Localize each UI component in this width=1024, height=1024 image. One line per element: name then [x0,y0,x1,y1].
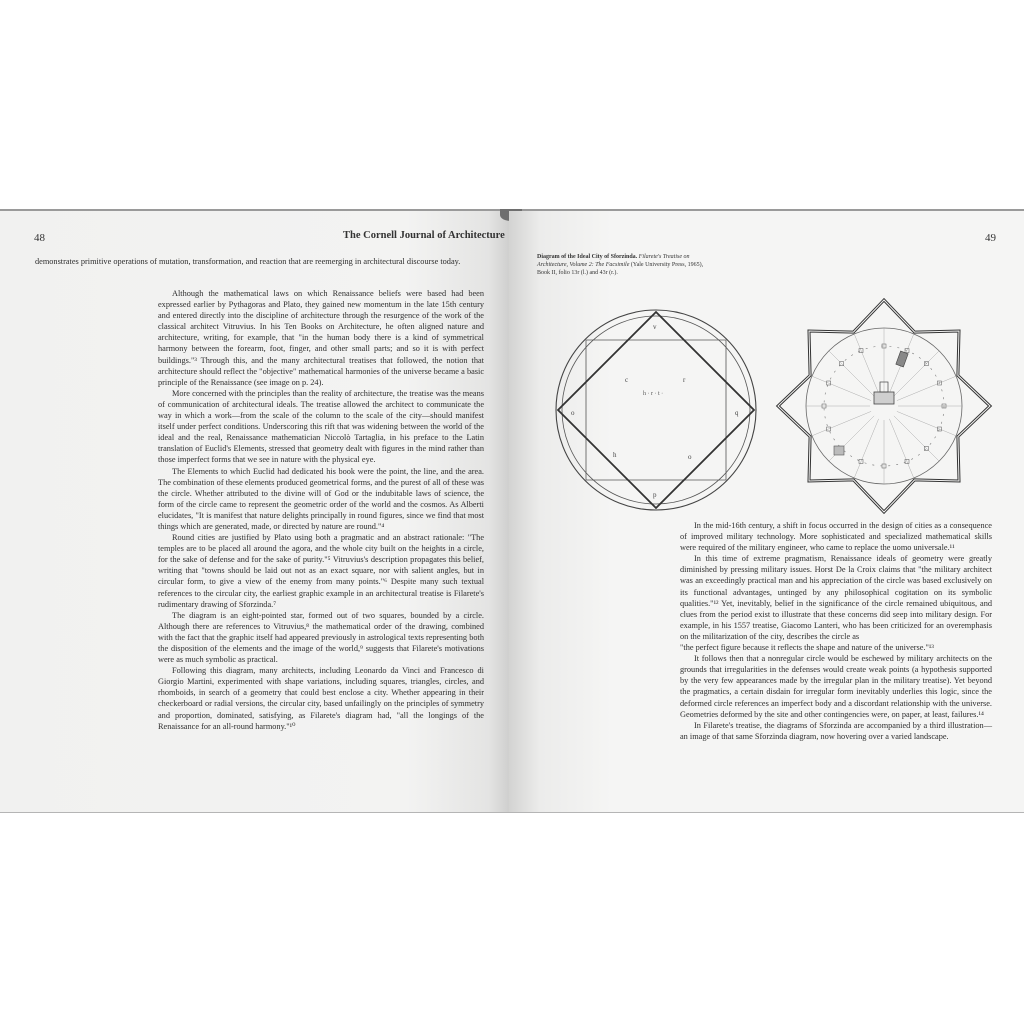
radial-street [894,416,939,461]
paragraph: demonstrates primitive operations of mutation, transformation, and reaction that are reemerging in architectural discourse today. [35,257,461,266]
radial-streets [806,328,962,484]
marker-label: o [688,453,692,461]
inner-circle [562,316,750,504]
paragraph: In the mid-16th century, a shift in focus occurred in the design of cities as a consequence of improved military technology. More sophisticated and specialized mathematical skills were required of the military engineer, who came to replace the uomo universale.¹¹ [680,521,992,553]
paragraph: Round cities are justified by Plato using both a pragmatic and an abstract rationale: "The temples are to be placed all around the agora, and the whole city built on the heights in a circle, for the sake of defense and for the sake of purity."⁵ Vitruvius's description propagates this belief, writing that "towns should be laid out not as an exact square, nor with salient angles, but in circular form, to give a view of the enemy from many points."⁶ Despite many such textual references to the circular city, the earliest graphic example in an architectural treatise is Filarete's rudimentary drawing of Sforzinda.⁷ [158,533,484,609]
spread-bottom-edge [0,812,1024,813]
rotated-square [558,312,754,508]
radial-street [812,411,871,435]
paragraph: "the perfect figure because it reflects the shape and nature of the universe."¹³ [680,643,934,653]
caption-title: Diagram of the Ideal City of Sforzinda. [537,254,638,260]
marker-label: v [653,323,657,331]
paragraph: In Filarete's treatise, the diagrams of Sforzinda are accompanied by a third illustration—an image of that same Sforzinda diagram, now hovering over a varied landscape. [680,720,992,741]
marker-label: h [613,451,617,459]
central-piazza [874,392,894,404]
radial-street [897,411,956,435]
paragraph: Although the mathematical laws on which Renaissance beliefs were based had been expressed earlier by Pythagoras and Plato, they gained new momentum in the late 15th century and entered directly into the discipline of architecture through the resurgence of the work of the classical architect Vitruvius. In his Ten Books on Architecture, he often aligned nature and architecture, writing, for example, that "in the human body there is a kind of symmetrical harmony between the forearm, foot, finger, and other small parts; and so it is with perfect buildings."³ Through this, and the many architectural treatises that followed, the notion that architecture should reflect the "objective" mathematical harmonies of the universe became a basic principle of the Renaissance (see image on p. 24). [158,289,484,387]
radial-street [829,351,874,396]
intro-paragraph [35,256,475,267]
palace-block [896,351,908,367]
marker-label: c [625,376,629,384]
right-page [509,211,1024,812]
sforzinda-diagram-star [553,307,759,513]
paragraph: Following this diagram, many architects, including Leonardo da Vinci and Francesco di Giorgio Martini, experimented with shape variations, including squares, triangles, circles, and rhomboids, in search of a geometry that could best enclose a city. Whether appearing in their checkerboard or radial versions, the circular city, based unfailingly on the principles of symmetry and proportion, dominated, satisfying, as Filarete's diagram had, "all the longings of the Renaissance for an all-round harmony."¹⁰ [158,666,484,731]
figure-caption [537,253,709,278]
diagram-center-text: h · r · t · [643,391,664,397]
book-spread [0,209,1024,813]
left-page [0,211,509,812]
body-text [158,288,484,732]
caption-details: (Yale University Press, 1965), Book II, folio 13r (l.) and 43r (r.). [537,262,704,277]
sforzinda-diagram-plan [774,296,994,516]
paragraph: The Elements to which Euclid had dedicated his book were the point, the line, and the area. The combination of these elements produced geometrical forms, and the purest of all of these was the circle. Whether attributed to the divine will of God or the indubitable laws of science, the form of the circle came to represent the geometric order of the world and the cosmos. As Alberti elucidates, "It is manifest that nature delights principally in round figures, since we find that most things which are generated, made, or directed by nature are round."⁴ [158,466,484,531]
radial-street [889,419,913,478]
radial-street [854,334,878,393]
marker-label: p [653,491,657,499]
radial-street [854,419,878,478]
marker-label: r [683,376,686,384]
paragraph: It follows then that a nonregular circle would be eschewed by military architects on the grounds that irregularities in the defenses would create weak points (a hypothesis supported by the very few appearances made by the irregular plan in the military treatise). Yet beyond the pragmatics, a certain disdain for irregular form inevitably underlies this logic, since the deformed circle references an imperfect body and a discordant relationship with the universe. Geometries deformed by the site and other contingencies were, on paper, at least, failures.¹⁴ [680,654,992,719]
running-head: The Cornell Journal of Architecture [343,230,505,241]
page-number: 49 [985,232,996,244]
caption-source: Filarete's Treatise on Architecture, Volume 2: The Facsimile [537,254,690,269]
marker-label: o [571,409,575,417]
radial-street [812,376,871,400]
page-number: 48 [34,232,45,244]
marker-label: q [735,409,739,417]
body-text [680,520,992,742]
paragraph: In this time of extreme pragmatism, Renaissance ideals of geometry were greatly diminished by pressing military issues. Horst De la Croix claims that "the military architect was an exceedingly practical man and his appreciation of the circle was based exclusively on its functional advantages, untinged by any philosophical cogitation on its symbolic qualities."¹² Yet, inevitably, belief in the significance of the circle remained ubiquitous, and clues from the period exist to illustrate that these concerns did seep into military design. For example, in his 1557 treatise, Giacomo Lanteri, who has been criticized for an overemphasis on the militarization of the city, describes the circle as [680,554,992,641]
radial-street [897,376,956,400]
hatched-building [834,446,844,455]
paragraph: More concerned with the principles than the reality of architecture, the treatise was the means of communication of architectural ideals. The treatise allowed the architect to communicate the way in which a work—from the scale of the column to the scale of the city—should manifest itself under perfect conditions. Underscoring this rift that was widening between the world of the ideal and the real, Renaissance mathematician Niccolò Tartaglia, in his preface to the Latin translation of Euclid's Elements, stressed that geometry dealt with figures in the mind rather than those imperfect forms that we see in nature with the physical eye. [158,388,484,465]
paragraph: The diagram is an eight-pointed star, formed out of two squares, bounded by a circle. Although there are references to Vitruvius,⁸ the mathematical order of the drawing, combined with the fact that the graphic itself had appeared previously in astrological texts representing both the disposition of the elements and the image of the world,⁹ suggests that Filarete's motivations were as much symbolic as practical. [158,610,484,665]
